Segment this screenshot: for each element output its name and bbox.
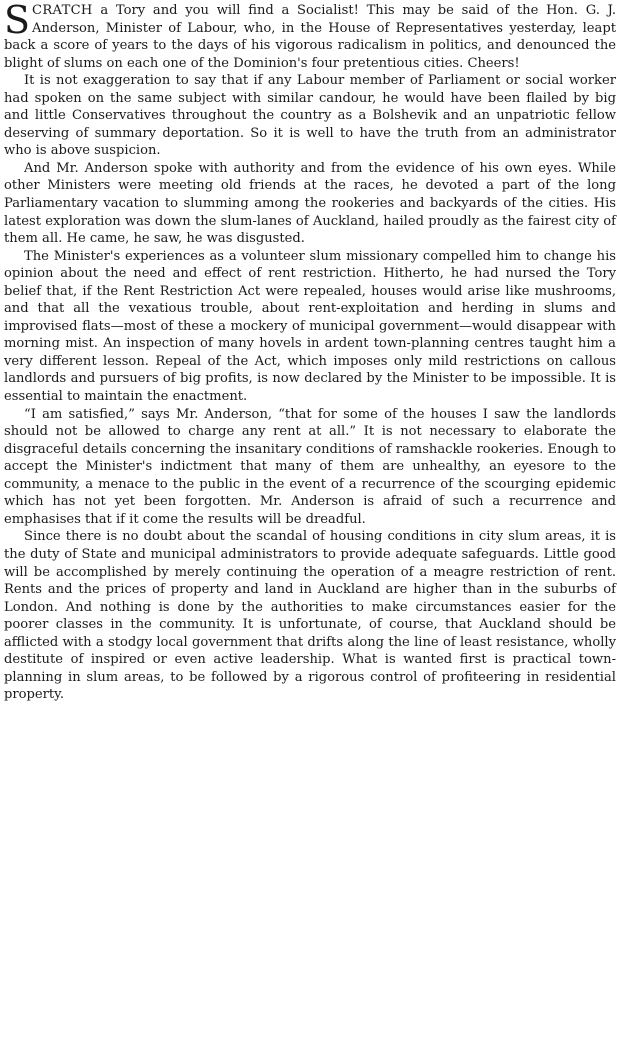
paragraph-6: Since there is no doubt about the scandal of housing conditions in city slum areas, it is the duty of State and municipal administrators to provide adequate safeguards. Little good will be accomplished by merely continuing the operation of a meagre restriction of rent. Rents and the prices of property and land in Auckland are higher than in the suburbs of London. And nothing is done by the authorities to make circumstances easier for the poorer classes in the community. It is unfortunate, of course, that Auckland should be afflicted with a stodgy local government that drifts along the line of least resistance, wholly destitute of inspired or even active leadership. What is wanted first is practical town-planning in slum areas, to be followed by a rigorous control of profiteering in residential property. [4, 529, 616, 703]
lead-caps: CRATCH [32, 3, 93, 18]
paragraph-1 [4, 2, 616, 72]
article-body [4, 2, 616, 704]
paragraph-4: The Minister's experiences as a volunteer slum missionary compelled him to change his opinion about the need and effect of rent restriction. Hitherto, he had nursed the Tory belief that, if the Rent Restriction Act were repealed, houses would arise like mushrooms, and that all the vexatious trouble, about rent-exploitation and herding in slums and improvised flats—most of these a mockery of municipal government—would disappear with morning mist. An inspection of many hovels in ardent town-planning centres taught him a very different lesson. Repeal of the Act, which imposes only mild restrictions on callous landlords and pursuers of big profits, is now declared by the Minister to be impossible. It is essential to maintain the enactment. [4, 248, 616, 405]
drop-cap: S [4, 0, 31, 42]
paragraph-1-text: a Tory and you will find a Socialist! This may be said of the Hon. G. J. Anderson, Minister of Labour, who, in the House of Representatives yesterday, leapt back a score of years to the days of his vigorous radicalism in politics, and denounced the blight of slums on each one of the Dominion's four pretentious cities. Cheers! [4, 3, 616, 71]
paragraph-2: It is not exaggeration to say that if any Labour member of Parliament or social worker had spoken on the same subject with similar candour, he would have been flailed by big and little Conservatives throughout the country as a Bolshevik and an unpatriotic fellow deserving of summary deportation. So it is well to have the truth from an administrator who is above suspicion. [4, 73, 616, 159]
paragraph-5: “I am satisfied,” says Mr. Anderson, “that for some of the houses I saw the landlords should not be allowed to charge any rent at all.” It is not necessary to elaborate the disgraceful details concerning the insanitary conditions of ramshackle rookeries. Enough to accept the Minister's indictment that many of them are unhealthy, an eyesore to the community, a menace to the public in the event of a recurrence of the scourging epidemic which has not yet been forgotten. Mr. Anderson is afraid of such a recurrence and emphasises that if it come the results will be dreadful. [4, 406, 616, 527]
paragraph-3: And Mr. Anderson spoke with authority and from the evidence of his own eyes. While other Ministers were meeting old friends at the races, he devoted a part of the long Parliamentary vacation to slumming among the rookeries and backyards of the cities. His latest exploration was down the slum-lanes of Auckland, hailed proudly as the fairest city of them all. He came, he saw, he was disgusted. [4, 160, 616, 247]
